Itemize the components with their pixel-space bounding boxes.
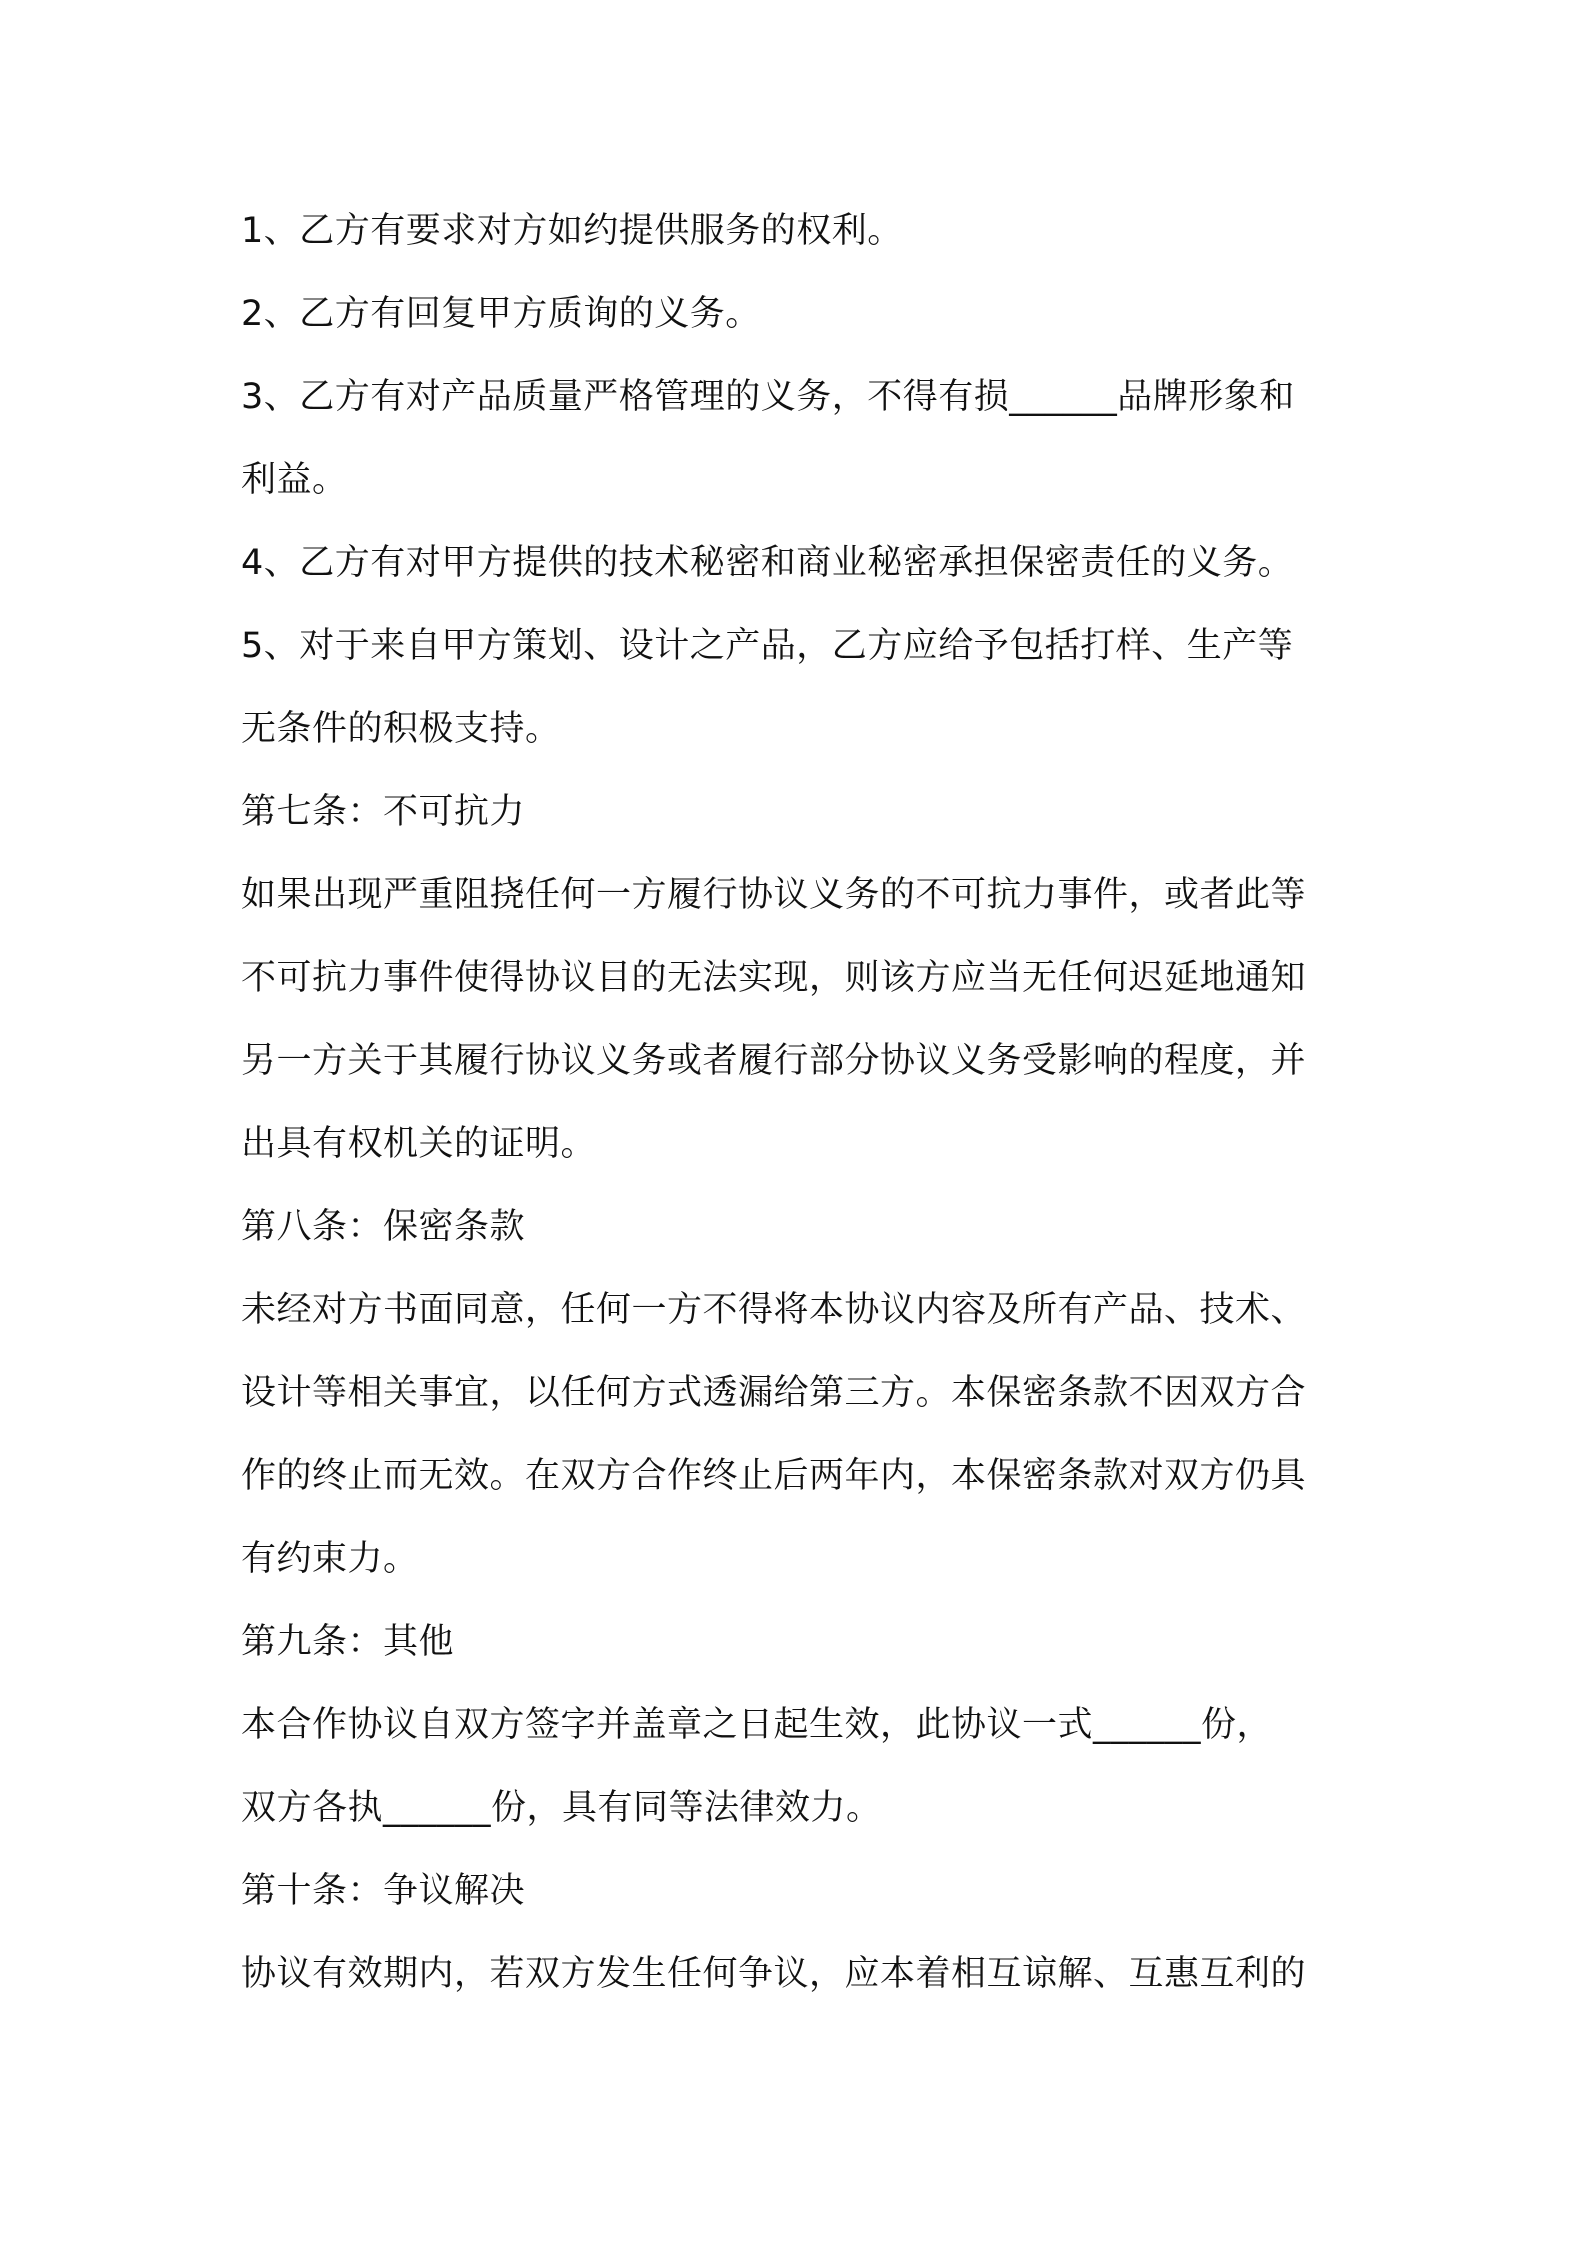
clause-6-item-3-line-1: 3、乙方有对产品质量严格管理的义务，不得有损______品牌形象和 — [241, 377, 1295, 417]
clause-6-item-5-line-1: 5、对于来自甲方策划、设计之产品，乙方应给予包括打样、生产等 — [241, 626, 1294, 666]
clause-6-item-4: 4、乙方有对甲方提供的技术秘密和商业秘密承担保密责任的义务。 — [241, 543, 1294, 583]
clause-6-item-1: 1、乙方有要求对方如约提供服务的权利。 — [241, 211, 903, 251]
clause-7-paragraph-line-4: 出具有权机关的证明。 — [241, 1124, 597, 1164]
clause-9-paragraph-line-2: 双方各执______份，具有同等法律效力。 — [241, 1788, 882, 1828]
clause-9-heading: 第九条：其他 — [241, 1622, 455, 1662]
clause-6-item-5-line-2: 无条件的积极支持。 — [241, 709, 561, 749]
clause-7-paragraph-line-2: 不可抗力事件使得协议目的无法实现，则该方应当无任何迟延地通知 — [241, 958, 1307, 998]
clause-8-paragraph-line-2: 设计等相关事宜，以任何方式透漏给第三方。本保密条款不因双方合 — [241, 1373, 1307, 1413]
clause-6-item-3-line-2: 利益。 — [241, 460, 348, 500]
clause-8-paragraph-line-3: 作的终止而无效。在双方合作终止后两年内，本保密条款对双方仍具 — [241, 1456, 1307, 1496]
clause-6-item-2: 2、乙方有回复甲方质询的义务。 — [241, 294, 761, 334]
clause-8-heading: 第八条：保密条款 — [241, 1207, 526, 1247]
clause-7-paragraph-line-1: 如果出现严重阻挠任何一方履行协议义务的不可抗力事件，或者此等 — [241, 875, 1307, 915]
clause-8-paragraph-line-4: 有约束力。 — [241, 1539, 419, 1579]
clause-9-paragraph-line-1: 本合作协议自双方签字并盖章之日起生效，此协议一式______份， — [241, 1705, 1273, 1745]
document-body — [241, 190, 1361, 2016]
clause-10-paragraph-line-1: 协议有效期内，若双方发生任何争议，应本着相互谅解、互惠互利的 — [241, 1954, 1307, 1994]
clause-8-paragraph-line-1: 未经对方书面同意，任何一方不得将本协议内容及所有产品、技术、 — [241, 1290, 1307, 1330]
clause-7-paragraph-line-3: 另一方关于其履行协议义务或者履行部分协议义务受影响的程度，并 — [241, 1041, 1307, 1081]
clause-10-heading: 第十条：争议解决 — [241, 1871, 526, 1911]
clause-7-heading: 第七条：不可抗力 — [241, 792, 526, 832]
